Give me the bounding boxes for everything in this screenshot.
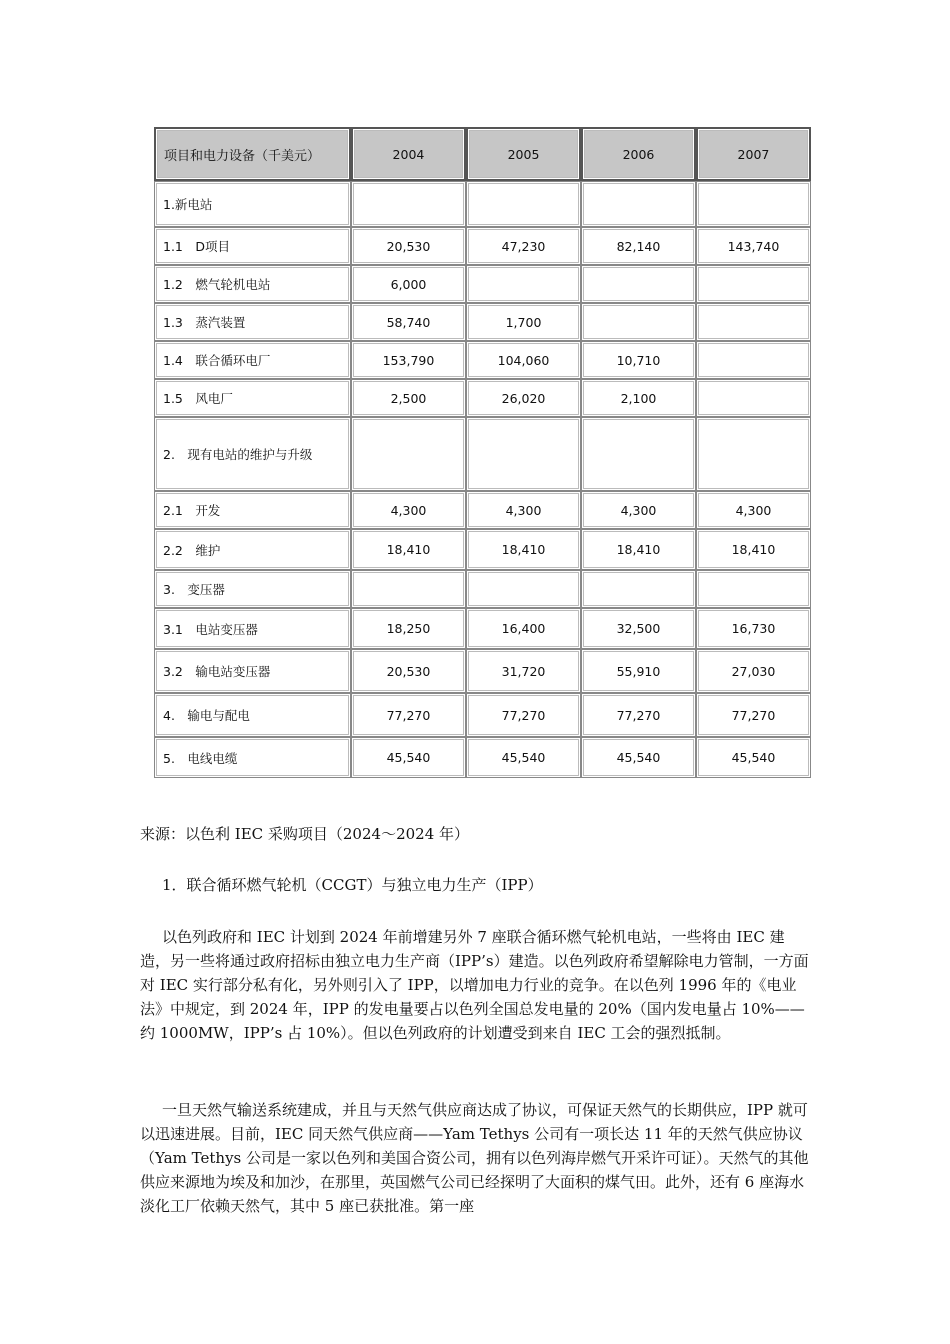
value-cell: [581, 303, 696, 341]
source-note-block: [140, 822, 810, 846]
value-cell: [696, 265, 811, 303]
source-note: 来源：以色利 IEC 采购项目（2024～2024 年）: [140, 825, 470, 843]
value-cell: 2,500: [351, 379, 466, 417]
paragraph-1-block: [140, 925, 810, 1045]
row-label: 2.1 开发: [154, 491, 351, 529]
value-cell: 1,700: [466, 303, 581, 341]
value-cell: 77,270: [351, 693, 466, 737]
row-label: 1.2 燃气轮机电站: [154, 265, 351, 303]
table-row: [154, 649, 811, 693]
value-cell: [696, 181, 811, 227]
value-cell: 2,100: [581, 379, 696, 417]
header-2005: 2005: [466, 127, 581, 181]
value-cell: [696, 303, 811, 341]
paragraph-1: 以色列政府和 IEC 计划到 2024 年前增建另外 7 座联合循环燃气轮机电站，一些将由 IEC 建造，另一些将通过政府招标由独立电力生产商（IPP’s）建造。以色列政府希望解除电力管制，一方面对 IEC 实行部分私有化，另外则引入了 IPP，以增加电力行业的竞争。在以色列 1996 年的《电业法》中规定，到 2024 年，IPP 的发电量要占以色列全国总发电量的 20%（国内发电量占 10%——约 1000MW，IPP’s 占 10%）。但以色列政府的计划遭受到来自 IEC 工会的强烈抵制。: [140, 928, 809, 1042]
value-cell: [581, 265, 696, 303]
table-row: [154, 181, 811, 227]
row-label: 1.4 联合循环电厂: [154, 341, 351, 379]
value-cell: 26,020: [466, 379, 581, 417]
value-cell: 45,540: [696, 737, 811, 778]
header-item: 项目和电力设备（千美元）: [154, 127, 351, 181]
value-cell: 18,410: [696, 529, 811, 570]
table-row: [154, 341, 811, 379]
value-cell: 18,250: [351, 608, 466, 649]
value-cell: [696, 341, 811, 379]
table-row: [154, 737, 811, 778]
table-row: [154, 227, 811, 265]
value-cell: 32,500: [581, 608, 696, 649]
table-row: [154, 491, 811, 529]
value-cell: 4,300: [351, 491, 466, 529]
value-cell: [581, 417, 696, 491]
procurement-table-container: [154, 127, 811, 778]
value-cell: 55,910: [581, 649, 696, 693]
value-cell: 18,410: [351, 529, 466, 570]
value-cell: 16,400: [466, 608, 581, 649]
value-cell: 4,300: [696, 491, 811, 529]
header-2006: 2006: [581, 127, 696, 181]
row-label: 1.3 蒸汽装置: [154, 303, 351, 341]
value-cell: 10,710: [581, 341, 696, 379]
value-cell: 45,540: [581, 737, 696, 778]
value-cell: [351, 417, 466, 491]
value-cell: 82,140: [581, 227, 696, 265]
table-row: [154, 608, 811, 649]
row-label: 3. 变压器: [154, 570, 351, 608]
row-label: 1.1 D项目: [154, 227, 351, 265]
value-cell: 16,730: [696, 608, 811, 649]
table-row: [154, 693, 811, 737]
value-cell: 153,790: [351, 341, 466, 379]
header-2007: 2007: [696, 127, 811, 181]
paragraph-2-block: [140, 1098, 810, 1218]
row-label: 1.5 风电厂: [154, 379, 351, 417]
table-row: [154, 379, 811, 417]
value-cell: 45,540: [466, 737, 581, 778]
row-label: 5. 电线电缆: [154, 737, 351, 778]
value-cell: 18,410: [466, 529, 581, 570]
row-label: 1.新电站: [154, 181, 351, 227]
value-cell: [466, 265, 581, 303]
value-cell: [466, 181, 581, 227]
value-cell: 77,270: [696, 693, 811, 737]
row-label: 2. 现有电站的维护与升级: [154, 417, 351, 491]
header-2004: 2004: [351, 127, 466, 181]
paragraph-2: 一旦天然气输送系统建成，并且与天然气供应商达成了协议，可保证天然气的长期供应，IPP 就可以迅速进展。目前，IEC 同天然气供应商——Yam Tethys 公司有一项长达 11 年的天然气供应协议（Yam Tethys 公司是一家以色列和美国合资公司，拥有以色列海岸燃气开采许可证）。天然气的其他供应来源地为埃及和加沙，在那里，英国燃气公司已经探明了大面积的煤气田。此外，还有 6 座海水淡化工厂依赖天然气，其中 5 座已获批准。第一座: [140, 1101, 809, 1215]
value-cell: 20,530: [351, 649, 466, 693]
row-label: 4. 输电与配电: [154, 693, 351, 737]
table-row: [154, 570, 811, 608]
table-header-row: [154, 127, 811, 181]
value-cell: 18,410: [581, 529, 696, 570]
value-cell: [696, 417, 811, 491]
value-cell: 143,740: [696, 227, 811, 265]
procurement-table: [154, 127, 811, 778]
value-cell: [351, 570, 466, 608]
value-cell: [466, 570, 581, 608]
value-cell: 4,300: [581, 491, 696, 529]
value-cell: [696, 570, 811, 608]
value-cell: 77,270: [466, 693, 581, 737]
value-cell: 27,030: [696, 649, 811, 693]
value-cell: 58,740: [351, 303, 466, 341]
value-cell: 4,300: [466, 491, 581, 529]
value-cell: 6,000: [351, 265, 466, 303]
value-cell: [466, 417, 581, 491]
value-cell: [581, 570, 696, 608]
row-label: 3.1 电站变压器: [154, 608, 351, 649]
value-cell: 20,530: [351, 227, 466, 265]
value-cell: 31,720: [466, 649, 581, 693]
value-cell: 45,540: [351, 737, 466, 778]
value-cell: 104,060: [466, 341, 581, 379]
row-label: 2.2 维护: [154, 529, 351, 570]
value-cell: [696, 379, 811, 417]
value-cell: [581, 181, 696, 227]
table-row: [154, 529, 811, 570]
table-row: [154, 417, 811, 491]
section-heading-block: [162, 873, 812, 897]
table-row: [154, 265, 811, 303]
table-row: [154, 303, 811, 341]
row-label: 3.2 输电站变压器: [154, 649, 351, 693]
section-heading: 1．联合循环燃气轮机（CCGT）与独立电力生产（IPP）: [162, 876, 543, 894]
value-cell: 47,230: [466, 227, 581, 265]
value-cell: 77,270: [581, 693, 696, 737]
value-cell: [351, 181, 466, 227]
